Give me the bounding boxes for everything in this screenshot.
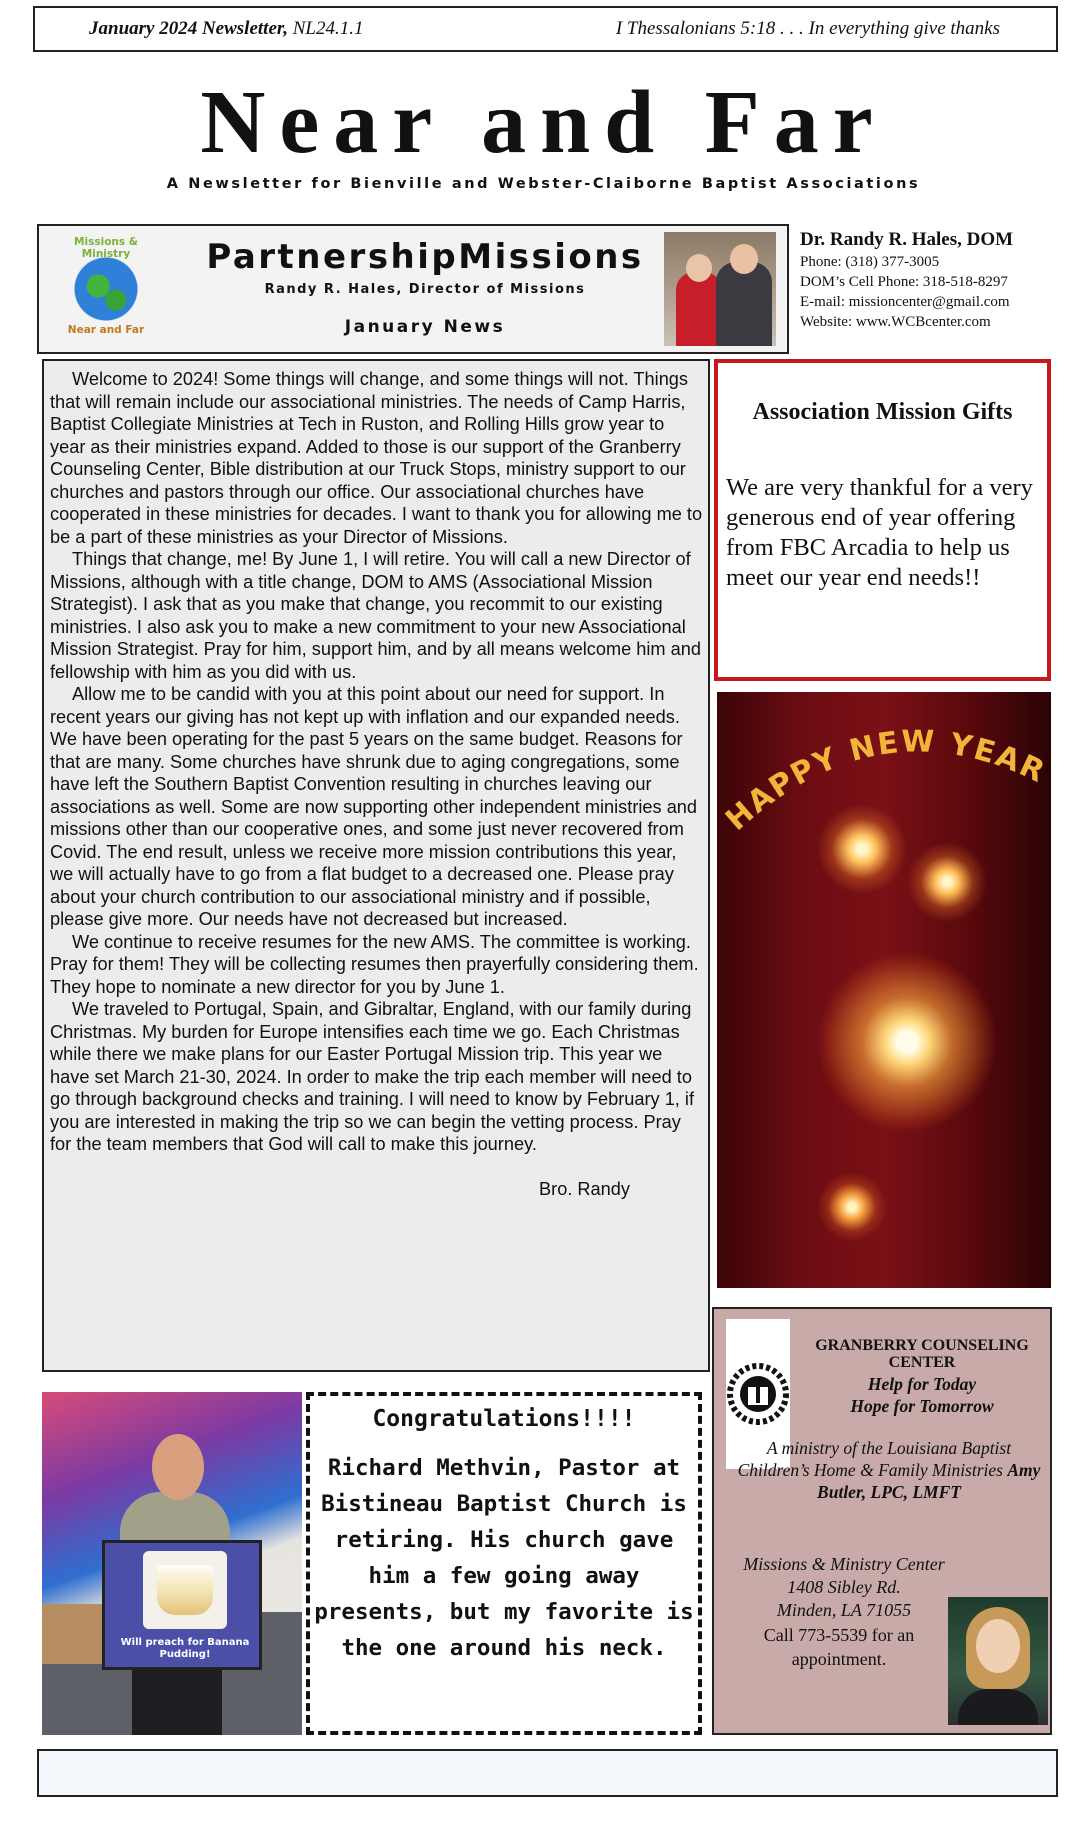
congratulations-box: [306, 1392, 702, 1735]
pastor-photo: [42, 1392, 302, 1735]
gifts-body: We are very thankful for a very generous end of year offering from FBC Arcadia to help us meet our year end needs!!: [726, 474, 1033, 591]
happy-new-year-image: [717, 692, 1051, 1288]
verse-line: I Thessalonians 5:18 . . . In everything give thanks: [615, 18, 1000, 39]
contact-phone: Phone: (318) 377-3005: [800, 254, 940, 270]
director-letter: [42, 359, 710, 1372]
letter-signature: Bro. Randy: [539, 1178, 630, 1199]
issue-label: January 2024 Newsletter,: [89, 18, 288, 39]
partnership-title: PartnershipMissions: [206, 237, 644, 277]
granberry-motto: [792, 1373, 1052, 1417]
counselor-name: Amy Butler, LPC, LMFT: [817, 1460, 1041, 1502]
mission-gifts-box: [714, 359, 1051, 681]
pudding-cup-icon: [143, 1551, 227, 1629]
address-line-2: Minden, LA 71055: [776, 1600, 912, 1620]
gifts-title: Association Mission Gifts: [752, 399, 1013, 425]
motto-hope: Hope for Tomorrow: [850, 1396, 994, 1416]
logo-bottom-text: Near and Far: [67, 324, 145, 336]
letter-paragraph: We traveled to Portugal, Spain, and Gibraltar, England, with our family during Christmas. My burden for Europe intensifies each time we go. Each Christmas while there we make plans for our Easter Portugal Mission trip. This year we have set March 21-30, 2024. In order to make the trip each member will need to go through background checks and training. I will need to know by February 1, if you are interested in making the trip so we can begin the vetting process. Pray for the team members that God will call to make this journey.: [50, 999, 695, 1154]
happy-new-year-arc: [717, 722, 1051, 842]
letter-paragraph: Allow me to be candid with you at this point about our need for support. In recent years our giving has not kept up with inflation and our expanded needs. We have been operating for the past 5 years on the same budget. Reasons for that are many. Some churches have shrunk due to aging congregations, some have left the Southern Baptist Convention resulting in churches leaving our associations as well. Some are now supporting other independent ministries and missions other than our cooperative ones, and some just never recovered from Covid. The end result, unless we receive more mission contributions this year, we will actually have to go from a flat budget to a decreased one. Please pray about your church contribution to our associational ministry and if possible, please give more. Our needs have not decreased but increased.: [50, 684, 698, 929]
contact-block: [800, 228, 1080, 332]
motto-help: Help for Today: [867, 1374, 977, 1394]
congrats-title: Congratulations!!!!: [372, 1406, 636, 1432]
sparkler-burst: [817, 952, 997, 1132]
sparkler-burst: [817, 1172, 887, 1242]
contact-email: E-mail: missioncenter@gmail.com: [800, 294, 1010, 310]
footer-bar: [37, 1749, 1058, 1797]
masthead-title: Near and Far: [200, 73, 887, 172]
center-name: Missions & Ministry Center: [743, 1554, 945, 1574]
news-label: January News: [344, 317, 506, 337]
letter-paragraph: We continue to receive resumes for the new AMS. The committee is working. Pray for them! They will be collecting resumes then prayerfully considering them. They hope to nominate a new director for you by June 1.: [50, 931, 699, 997]
granberry-address: [724, 1553, 964, 1622]
issue-code: NL24.1.1: [292, 18, 364, 39]
new-year-text: HAPPY NEW YEAR: [719, 724, 1051, 838]
contact-name: Dr. Randy R. Hales, DOM: [800, 229, 1014, 250]
director-line: Randy R. Hales, Director of Missions: [264, 282, 586, 297]
masthead-subtitle: A Newsletter for Bienville and Webster-Claiborne Baptist Associations: [166, 176, 921, 192]
letter-paragraph: Things that change, me! By June 1, I will retire. You will call a new Director of Missions, although with a title change, DOM to AMS (Associational Mission Strategist). I ask that as you make that change, you recommit to our existing ministries. I also ask you to make a new commitment to your new Associational Mission Strategist. Pray for him, support him, and by all means welcome him and fellowship with him as you did with us.: [50, 549, 701, 682]
address-line-1: 1408 Sibley Rd.: [787, 1577, 901, 1597]
couple-photo: [664, 232, 776, 346]
issue-line: [89, 18, 363, 40]
globe-icon: [85, 272, 129, 312]
granberry-name: GRANBERRY COUNSELING CENTER: [815, 1337, 1029, 1371]
contact-cell: DOM’s Cell Phone: 318-518-8297: [800, 274, 1008, 290]
contact-website: Website: www.WCBcenter.com: [800, 314, 991, 330]
top-banner: [33, 6, 1058, 52]
ministry-text: A ministry of the Louisiana Baptist Children’s Home & Family Ministries: [737, 1438, 1012, 1480]
sparkler-burst: [907, 842, 987, 922]
letter-paragraph: Welcome to 2024! Some things will change, and some things will not. Things that will remain include our associational ministries. The needs of Camp Harris, Baptist Collegiate Ministries at Tech in Ruston, and Rolling Hills grow year to year as their ministries expand. Added to those is our support of the Granberry Counseling Center, Bible distribution at our Truck Stops, ministry support to our churches and pastors through our office. Our associational churches have cooperated in these ministries for decades. I want to thank you for allowing me to be a part of these ministries as your Director of Missions.: [50, 369, 703, 547]
partnership-box: [37, 224, 789, 354]
granberry-ministry: [734, 1437, 1044, 1503]
granberry-counseling-box: [712, 1307, 1052, 1735]
logo-top-text: Missions & Ministry: [74, 236, 138, 260]
sign-text: Will preach for Banana Pudding!: [120, 1637, 250, 1660]
banana-pudding-sign: [102, 1540, 262, 1670]
appointment-line: Call 773-5539 for an appointment.: [763, 1625, 915, 1669]
missions-globe-logo: [51, 234, 161, 344]
counselor-photo: [948, 1597, 1048, 1725]
svg-text:HAPPY NEW YEAR: [719, 724, 1051, 837]
congrats-body: Richard Methvin, Pastor at Bistineau Baptist Church is retiring. His church gave him a few going away presents, but my favorite is the one around his neck.: [314, 1455, 694, 1661]
